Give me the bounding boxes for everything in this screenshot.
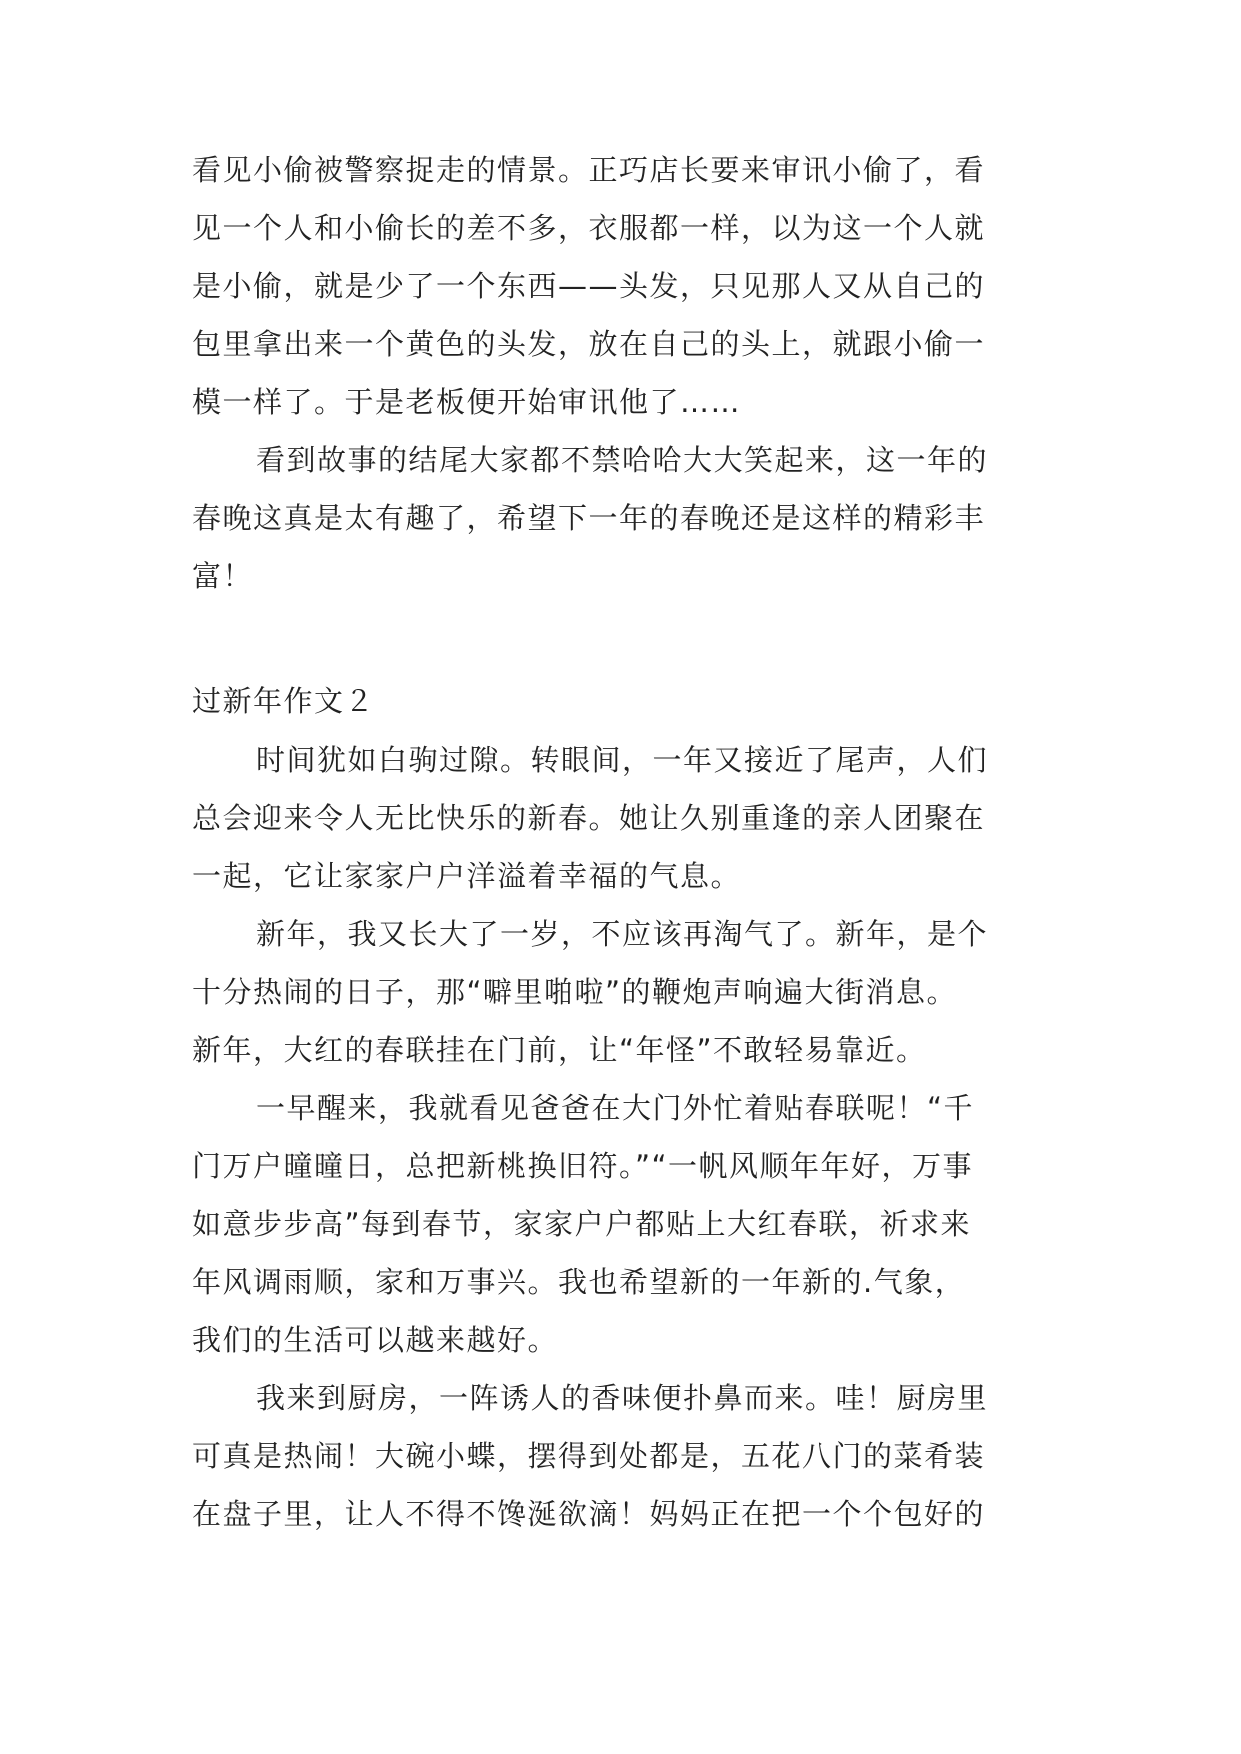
text-line: 如意步步高”每到春节，家家户户都贴上大红春联，祈求来 <box>192 1207 972 1241</box>
text-line: 可真是热闹！大碗小蝶，摆得到处都是，五花八门的菜肴装 <box>192 1439 986 1473</box>
text-line: 春晚这真是太有趣了，希望下一年的春晚还是这样的精彩丰 <box>192 501 986 535</box>
text-line: 见一个人和小偷长的差不多，衣服都一样，以为这一个人就 <box>192 211 986 245</box>
text-line: 门万户曈曈日，总把新桃换旧符。”“一帆风顺年年好，万事 <box>192 1149 974 1183</box>
text-line: 我们的生活可以越来越好。 <box>192 1323 559 1357</box>
text-line: 新年，我又长大了一岁，不应该再淘气了。新年，是个 <box>256 917 989 951</box>
text-line: 富！ <box>192 559 254 593</box>
text-line: 总会迎来令人无比快乐的新春。她让久别重逢的亲人团聚在 <box>192 801 986 835</box>
text-line: 我来到厨房，一阵诱人的香味便扑鼻而来。哇！厨房里 <box>256 1381 989 1415</box>
text-line: 年风调雨顺，家和万事兴。我也希望新的一年新的.气象， <box>192 1265 966 1299</box>
text-line: 时间犹如白驹过隙。转眼间，一年又接近了尾声，人们 <box>256 743 989 777</box>
text-line: 是小偷，就是少了一个东西——头发，只见那人又从自己的 <box>192 269 986 303</box>
text-line: 新年，大红的春联挂在门前，让“年怪”不敢轻易靠近。 <box>192 1033 927 1067</box>
text-line: 包里拿出来一个黄色的头发，放在自己的头上，就跟小偷一 <box>192 327 986 361</box>
text-line: 看见小偷被警察捉走的情景。正巧店长要来审讯小偷了，看 <box>192 153 986 187</box>
text-line: 在盘子里，让人不得不馋涎欲滴！妈妈正在把一个个包好的 <box>192 1497 986 1531</box>
section-heading: 过新年作文２ <box>192 684 376 718</box>
text-line: 一起，它让家家户户洋溢着幸福的气息。 <box>192 859 742 893</box>
text-line: 模一样了。于是老板便开始审讯他了…… <box>192 385 742 419</box>
text-line: 十分热闹的日子，那“噼里啪啦”的鞭炮声响遍大街消息。 <box>192 975 958 1009</box>
text-line: 一早醒来，我就看见爸爸在大门外忙着贴春联呢！“千 <box>256 1091 975 1125</box>
text-line: 看到故事的结尾大家都不禁哈哈大大笑起来，这一年的 <box>256 443 989 477</box>
